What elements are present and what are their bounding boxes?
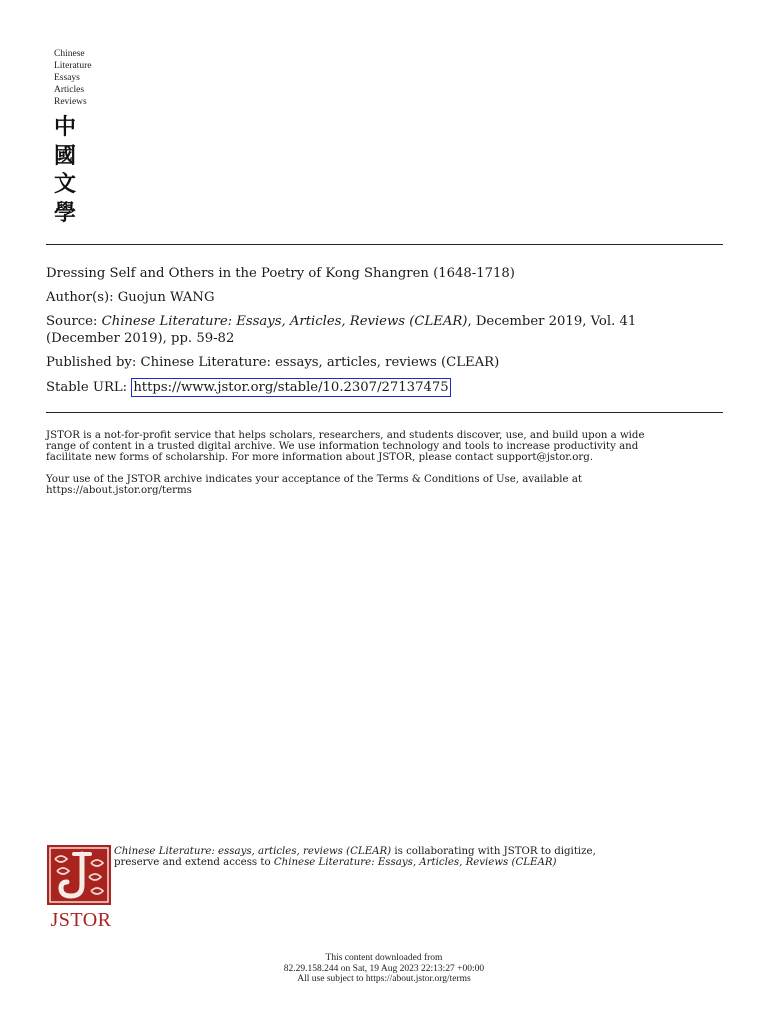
collab-publisher: Chinese Literature: essays, articles, reviews (CLEAR) <box>114 846 392 857</box>
logo-char: 國 <box>54 143 77 169</box>
footer-line: This content downloaded from <box>325 953 443 963</box>
authors-value: Guojun WANG <box>117 290 215 305</box>
collab-line-2 <box>114 857 734 868</box>
source-label: Source: <box>46 314 98 329</box>
source-detail-line: (December 2019), pp. 59-82 <box>46 331 235 346</box>
notice-line: facilitate new forms of scholarship. For more information about JSTOR, please contact support@jstor.org. <box>46 452 594 463</box>
collab-text: is collaborating with JSTOR to digitize, <box>391 846 596 857</box>
collab-text: preserve and extend access to <box>114 857 274 868</box>
stable-url-link[interactable]: https://www.jstor.org/stable/10.2307/27137475 <box>133 380 449 395</box>
journal-logo <box>54 48 114 228</box>
publisher-label: Published by: <box>46 355 137 370</box>
publisher-value: Chinese Literature: essays, articles, reviews (CLEAR) <box>140 355 500 370</box>
jstor-wordmark: JSTOR <box>50 909 112 931</box>
article-metadata <box>46 265 723 397</box>
download-footer <box>0 953 768 985</box>
logo-char: 文 <box>54 172 77 197</box>
footer-line: All use subject to https://about.jstor.org/terms <box>297 974 471 984</box>
logo-char: 中 <box>54 115 77 140</box>
publisher-line <box>46 354 723 371</box>
terms-link[interactable]: https://about.jstor.org/terms <box>46 485 192 496</box>
notice-line: range of content in a trusted digital archive. We use information technology and tools to increase productivity and <box>46 441 639 452</box>
jstor-logo <box>47 845 115 932</box>
collab-line-1 <box>114 846 734 857</box>
jstor-emblem-icon <box>47 845 111 905</box>
logo-line: Essays <box>54 73 80 83</box>
footer-line: 82.29.158.244 on Sat, 19 Aug 2023 22:13:27 +00:00 <box>283 963 485 974</box>
journal-logo-chinese <box>54 114 114 228</box>
top-divider <box>46 244 723 245</box>
terms-notice <box>46 474 723 496</box>
bottom-divider <box>46 412 723 413</box>
logo-line: Chinese <box>54 49 85 59</box>
article-title: Dressing Self and Others in the Poetry of Kong Shangren (1648-1718) <box>46 266 515 281</box>
collaboration-note <box>114 846 734 868</box>
logo-line: Literature <box>54 61 92 71</box>
journal-logo-english <box>54 48 114 108</box>
collab-journal: Chinese Literature: Essays, Articles, Reviews (CLEAR) <box>273 857 557 868</box>
stable-url-line <box>46 378 723 397</box>
logo-char: 學 <box>54 200 77 226</box>
authors-label: Author(s): <box>46 290 114 305</box>
logo-line: Articles <box>54 85 85 95</box>
source-detail: , December 2019, Vol. 41 <box>467 314 637 329</box>
authors-line <box>46 289 723 306</box>
source-line <box>46 313 723 330</box>
source-journal: Chinese Literature: Essays, Articles, Reviews (CLEAR) <box>101 314 468 329</box>
stable-url-label: Stable URL: <box>46 380 128 395</box>
logo-line: Reviews <box>54 97 87 107</box>
notice-line: Your use of the JSTOR archive indicates your acceptance of the Terms & Conditions of Use, available at <box>46 474 582 485</box>
jstor-about-notice <box>46 430 723 463</box>
notice-line: JSTOR is a not-for-profit service that helps scholars, researchers, and students discover, use, and build upon a wide <box>46 430 645 441</box>
